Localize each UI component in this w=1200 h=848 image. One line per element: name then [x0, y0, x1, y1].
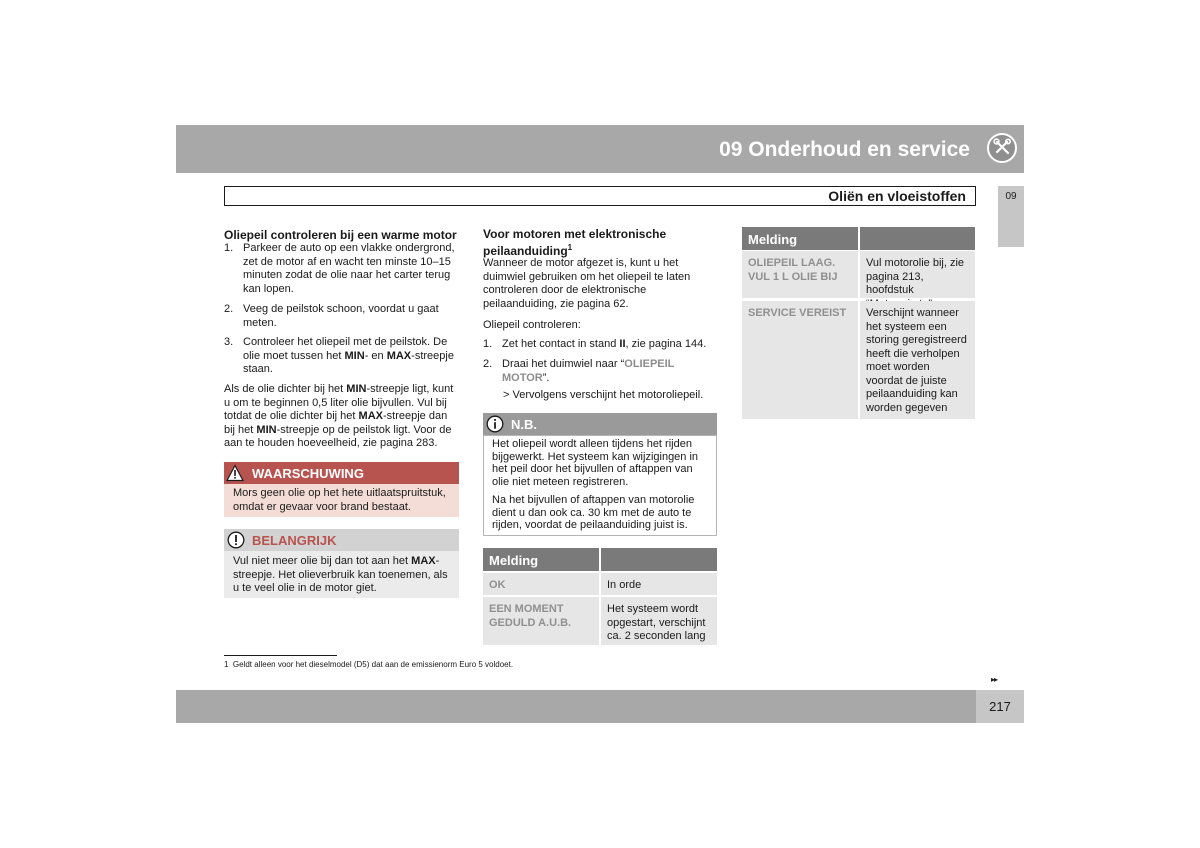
table-header-empty — [601, 548, 717, 571]
page-number: 217 — [989, 699, 1011, 714]
wrench-icon — [987, 133, 1017, 163]
col1-heading: Oliepeil controleren bij een warme motor — [224, 228, 457, 242]
table-cell-key: OLIEPEIL LAAG. VUL 1 L OLIE BIJ — [742, 251, 858, 298]
list-number: 1. — [224, 242, 234, 254]
footnote-rule — [224, 655, 337, 656]
table-cell-value: In orde — [601, 573, 717, 595]
note-body — [483, 435, 717, 536]
exclamation-circle-icon — [227, 531, 245, 549]
list-text: Veeg de peilstok schoon, voordat u gaat meten. — [243, 303, 439, 329]
chapter-title: 09 Onderhoud en service — [719, 138, 970, 161]
important-text: Vul niet meer olie bij dan tot aan het MAX-streepje. Het olieverbruik kan toenemen, als u te veel olie in de motor giet. — [224, 551, 459, 598]
list-item — [224, 242, 460, 298]
col2-subheading: Oliepeil controleren: — [483, 319, 581, 331]
note-paragraph: Na het bijvullen of aftappen van motorolie dient u dan ook ca. 30 km met de auto te rijden, voordat de peilaanduiding juist is. — [492, 494, 695, 531]
col2-intro: Wanneer de motor afgezet is, kunt u het duimwiel gebruiken om het oliepeil te laten controleren door de elektronische peilaanduiding, zie pagina 62. — [483, 257, 691, 310]
warning-header — [224, 462, 459, 484]
info-icon — [486, 415, 504, 433]
note-label: N.B. — [511, 417, 537, 432]
important-header — [224, 529, 459, 551]
list-text: Controleer het oliepeil met de peilstok. De olie moet tussen het MIN- en MAX-streepje staan. — [243, 336, 454, 375]
list-text: Draai het duimwiel naar “OLIEPEIL MOTOR”. — [502, 358, 675, 384]
oil-fill-paragraph: Als de olie dichter bij het MIN-streepje ligt, kunt u om te beginnen 0,5 liter olie bijvullen. Vul bij totdat de olie dichter bij het MAX-streepje dan bij het MIN-streepje op de peilstok ligt. Voor de aan te houden hoeveelheid, zie pagina 283. — [224, 383, 454, 449]
table-cell-value: Het systeem wordt opgestart, verschijnt ca. 2 seconden lang — [601, 597, 717, 645]
list-item — [224, 336, 460, 378]
table-cell-key: OK — [483, 573, 599, 595]
table-cell-key: SERVICE VEREIST — [742, 301, 858, 419]
important-label: BELANGRIJK — [252, 533, 337, 548]
list-item — [483, 338, 719, 352]
list-item — [224, 303, 460, 331]
list-number: 1. — [483, 338, 493, 350]
footnote-text: Geldt alleen voor het dieselmodel (D5) dat aan de emissienorm Euro 5 voldoet. — [232, 660, 514, 669]
table-cell-value: Vul motorolie bij, zie pagina 213, hoofdstuk — [860, 251, 975, 298]
chapter-side-tab: 09 — [998, 186, 1024, 247]
footnote — [224, 660, 724, 670]
list-item — [483, 358, 719, 386]
table-header: Melding — [742, 227, 858, 250]
warning-label: WAARSCHUWING — [252, 466, 364, 481]
result-line: > Vervolgens verschijnt het motoroliepeil. — [503, 389, 704, 401]
list-number: 3. — [224, 336, 234, 348]
list-number: 2. — [224, 303, 234, 315]
list-text: Zet het contact in stand II, zie pagina 144. — [502, 338, 707, 350]
table-cell-key: EEN MOMENT GEDULD A.U.B. — [483, 597, 599, 645]
footnote-number: 1 — [224, 660, 229, 669]
note-header — [483, 413, 717, 435]
list-number: 2. — [483, 358, 493, 370]
table-header: Melding — [483, 548, 599, 571]
warning-triangle-icon — [226, 464, 244, 482]
section-title: Oliën en vloeistoffen — [828, 188, 966, 204]
table-cell-value: Verschijnt wanneer het systeem een storing geregistreerd heeft die verholpen moet worden voordat de juiste peilaanduiding kan worden gegeven — [860, 301, 975, 419]
list-text: Parkeer de auto op een vlakke ondergrond, zet de motor af en wacht ten minste 10–15 minuten zodat de olie naar het carter terug kan lopen. — [243, 242, 455, 295]
col2-heading: Voor motoren met elektronische peilaanduiding$^1$ — [483, 227, 667, 258]
warning-text: Mors geen olie op het hete uitlaatspruitstuk, omdat er gevaar voor brand bestaat. — [224, 484, 459, 517]
note-paragraph: Het oliepeil wordt alleen tijdens het rijden bijgewerkt. Het systeem kan wijzigingen in het peil door het bijvullen of aftappen van olie niet meteen registreren. — [492, 438, 699, 488]
table-header-empty — [860, 227, 975, 250]
continue-arrows-icon: ▸▸ — [991, 675, 998, 684]
footnote-ref: 1 — [567, 243, 573, 252]
footer-banner — [176, 690, 976, 723]
